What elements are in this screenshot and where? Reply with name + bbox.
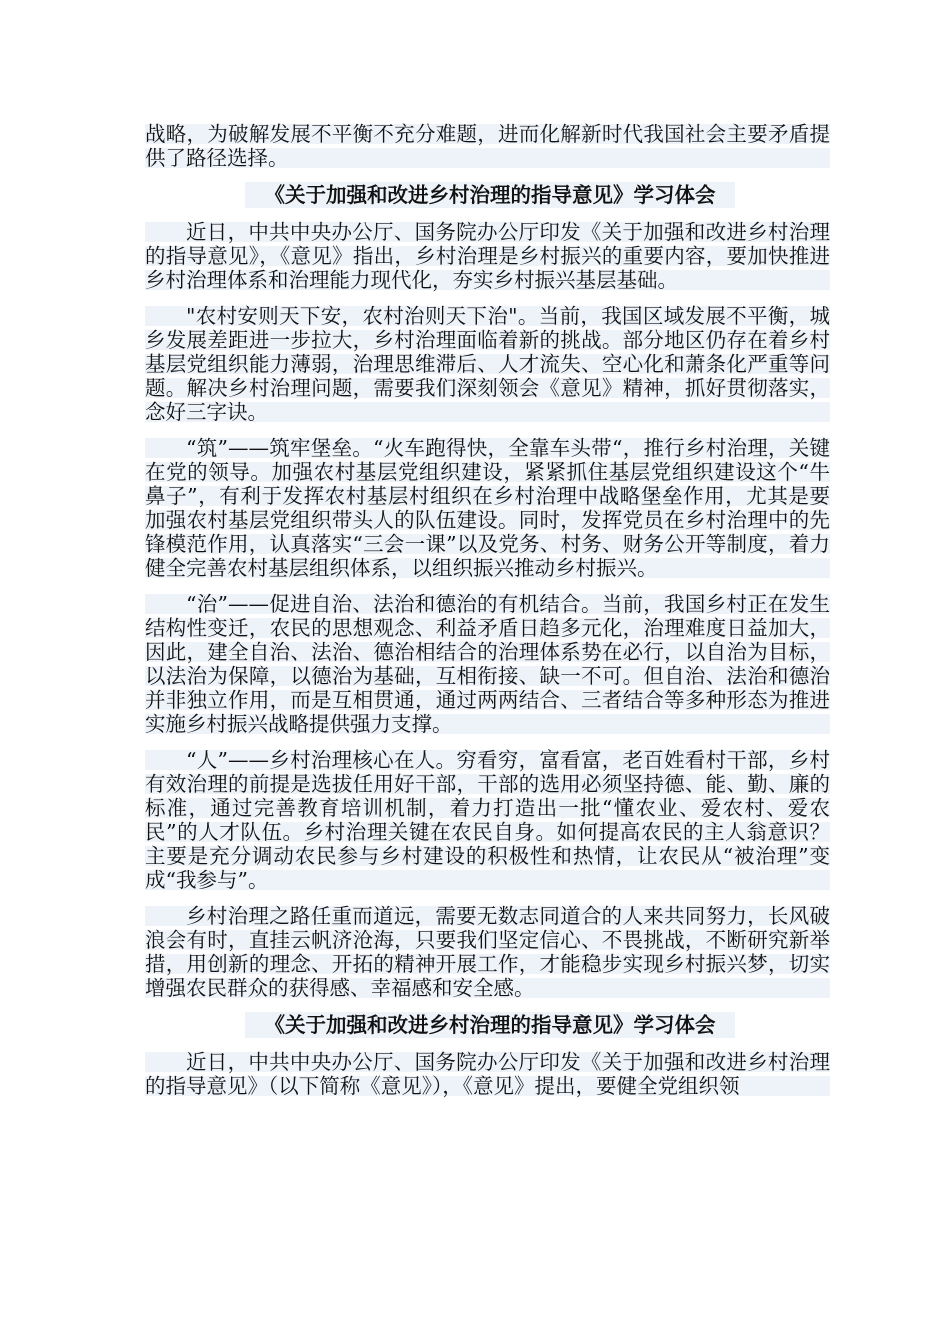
paragraph: “筑”——筑牢堡垒。“火车跑得快，全靠车头带“，推行乡村治理，关键在党的领导。加强农村基层党组织建设，紧紧抓住基层党组织建设这个“牛鼻子”，有利于发挥农村基层村组织在乡村治理中战略堡垒作用，尤其是要加强农村基层党组织带头人的队伍建设。同时，发挥党员在乡村治理中的先锋模范作用，认真落实“三会一课”以及党务、村务、财务公开等制度，着力健全完善农村基层组织体系，以组织振兴推动乡村振兴。 [145,436,830,580]
paragraph: “人”——乡村治理核心在人。穷看穷，富看富，老百姓看村干部，乡村有效治理的前提是选拔任用好干部，干部的选用必须坚持德、能、勤、廉的标准，通过完善教育培训机制，着力打造出一批“懂农业、爱农村、爱农民”的人才队伍。乡村治理关键在农民自身。如何提高农民的主人翁意识？主要是充分调动农民参与乡村建设的积极性和热情，让农民从“被治理”变成“我参与”。 [145,748,830,892]
section-title-1: 《关于加强和改进乡村治理的指导意见》学习体会 [245,182,735,208]
paragraph: 乡村治理之路任重而道远，需要无数志同道合的人来共同努力，长风破浪会有时，直挂云帆济沧海，只要我们坚定信心、不畏挑战，不断研究新举措，用创新的理念、开拓的精神开展工作，才能稳步实现乡村振兴梦，切实增强农民群众的获得感、幸福感和安全感。 [145,904,830,1000]
section-title-2: 《关于加强和改进乡村治理的指导意见》学习体会 [245,1012,735,1038]
paragraph: 近日，中共中央办公厅、国务院办公厅印发《关于加强和改进乡村治理的指导意见》，《意见》指出，乡村治理是乡村振兴的重要内容，要加快推进乡村治理体系和治理能力现代化，夯实乡村振兴基层基础。 [145,220,830,292]
paragraph: "农村安则天下安，农村治则天下治"。当前，我国区域发展不平衡，城乡发展差距进一步拉大，乡村治理面临着新的挑战。部分地区仍存在着乡村基层党组织能力薄弱，治理思维滞后、人才流失、空心化和萧条化严重等问题。解决乡村治理问题，需要我们深刻领会《意见》精神，抓好贯彻落实，念好三字诀。 [145,304,830,424]
paragraph: 近日，中共中央办公厅、国务院办公厅印发《关于加强和改进乡村治理的指导意见》（以下简称《意见》），《意见》提出，要健全党组织领 [145,1050,830,1098]
paragraph: “治”——促进自治、法治和德治的有机结合。当前，我国乡村正在发生结构性变迁，农民的思想观念、利益矛盾日趋多元化，治理难度日益加大，因此，建全自治、法治、德治相结合的治理体系势在必行，以自治为目标，以法治为保障，以德治为基础，互相衔接、缺一不可。但自治、法治和德治并非独立作用，而是互相贯通，通过两两结合、三者结合等多种形态为推进实施乡村振兴战略提供强力支撑。 [145,592,830,736]
document-page [145,122,830,1110]
intro-paragraph: 战略，为破解发展不平衡不充分难题，进而化解新时代我国社会主要矛盾提供了路径选择。 [145,122,830,170]
